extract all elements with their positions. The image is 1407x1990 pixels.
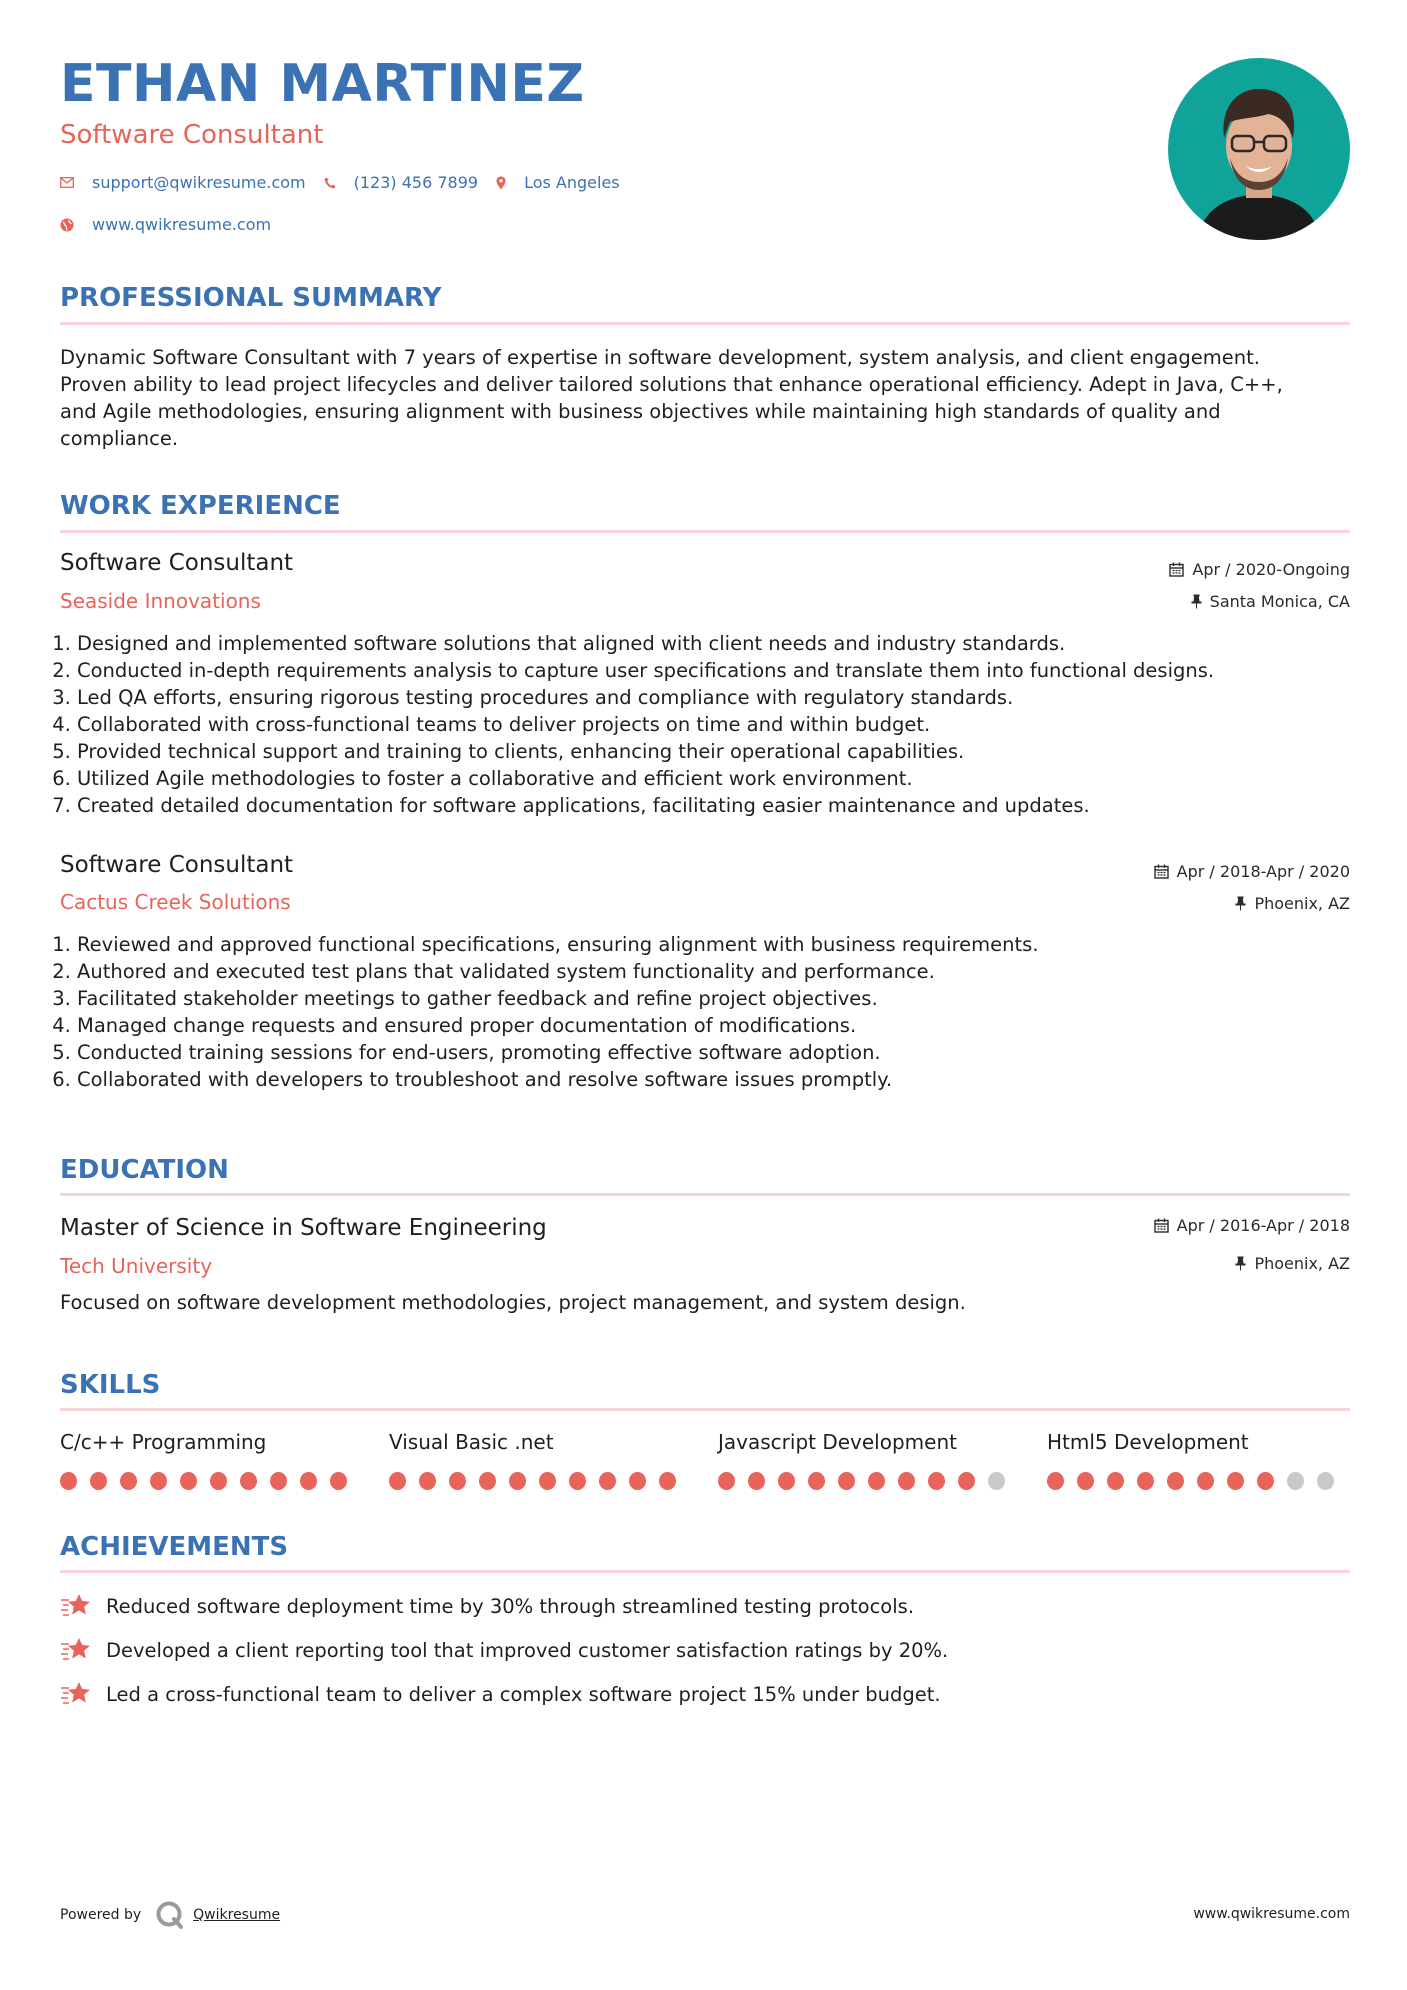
summary-text — [60, 344, 1350, 452]
list-item: 1. Designed and implemented software solutions that aligned with client needs and industry standards. — [77, 630, 1367, 657]
skill-name: Javascript Development — [718, 1430, 957, 1454]
job-title: Software Consultant — [60, 852, 294, 878]
job-bullets — [60, 630, 1367, 819]
rating-dot-filled — [1137, 1472, 1154, 1490]
achievements-heading: ACHIEVEMENTS — [60, 1532, 289, 1562]
rating-dot-filled — [449, 1472, 466, 1490]
achievement-item — [60, 1637, 948, 1663]
calendar-icon — [1169, 562, 1184, 577]
rating-dot-filled — [629, 1472, 646, 1490]
rating-dot-empty — [988, 1472, 1005, 1490]
rating-dot-filled — [330, 1472, 347, 1490]
education-dates — [1154, 1216, 1350, 1235]
website-text: www.qwikresume.com — [92, 215, 272, 234]
candidate-name: ETHAN MARTINEZ — [60, 54, 585, 114]
rating-dot-empty — [1317, 1472, 1334, 1490]
job-dates — [1154, 862, 1350, 881]
list-item: 2. Conducted in-depth requirements analysis to capture user specifications and translate them into functional designs. — [77, 657, 1367, 684]
school-name: Tech University — [60, 1254, 213, 1278]
star-icon — [60, 1637, 92, 1663]
contact-row — [60, 173, 638, 192]
skill-name: C/c++ Programming — [60, 1430, 267, 1454]
summary-line: Proven ability to lead project lifecycles and deliver tailored solutions that enhance operational efficiency. Adept in Java, C++, — [60, 373, 1283, 396]
rating-dot-filled — [180, 1472, 197, 1490]
rating-dot-filled — [479, 1472, 496, 1490]
qwikresume-logo-icon — [155, 1901, 185, 1929]
rating-dot-filled — [569, 1472, 586, 1490]
email-text: support@qwikresume.com — [92, 173, 306, 192]
star-icon — [60, 1593, 92, 1619]
rating-dot-filled — [509, 1472, 526, 1490]
envelope-icon — [60, 177, 74, 188]
skill-rating — [718, 1472, 1018, 1490]
rating-dot-filled — [1077, 1472, 1094, 1490]
job-dates-text: Apr / 2020-Ongoing — [1192, 560, 1350, 579]
phone-icon — [324, 177, 336, 189]
footer-website[interactable]: www.qwikresume.com — [1193, 1906, 1350, 1922]
section-divider — [60, 322, 1350, 325]
job-location — [1191, 592, 1350, 611]
rating-dot-empty — [1287, 1472, 1304, 1490]
company-name: Seaside Innovations — [60, 589, 261, 613]
rating-dot-filled — [270, 1472, 287, 1490]
experience-heading: WORK EXPERIENCE — [60, 491, 341, 521]
rating-dot-filled — [1257, 1472, 1274, 1490]
email-item[interactable] — [60, 173, 306, 192]
job-bullets — [60, 931, 1367, 1093]
powered-by-label: Powered by — [60, 1907, 142, 1923]
rating-dot-filled — [1047, 1472, 1064, 1490]
website-item[interactable] — [60, 215, 271, 234]
skill-name: Visual Basic .net — [389, 1430, 554, 1454]
education-heading: EDUCATION — [60, 1155, 229, 1185]
list-item: 2. Authored and executed test plans that validated system functionality and performance. — [77, 958, 1367, 985]
brand-link[interactable]: Qwikresume — [193, 1907, 281, 1923]
rating-dot-filled — [868, 1472, 885, 1490]
star-icon — [60, 1681, 92, 1707]
skill-rating — [1047, 1472, 1347, 1490]
rating-dot-filled — [1197, 1472, 1214, 1490]
achievement-item — [60, 1593, 914, 1619]
rating-dot-filled — [300, 1472, 317, 1490]
rating-dot-filled — [90, 1472, 107, 1490]
rating-dot-filled — [778, 1472, 795, 1490]
rating-dot-filled — [1107, 1472, 1124, 1490]
degree-title: Master of Science in Software Engineering — [60, 1215, 547, 1241]
rating-dot-filled — [659, 1472, 676, 1490]
education-location-text: Phoenix, AZ — [1254, 1254, 1350, 1273]
job-location-text: Santa Monica, CA — [1209, 592, 1350, 611]
education-description: Focused on software development methodologies, project management, and system design. — [60, 1291, 966, 1314]
section-divider — [60, 1408, 1350, 1411]
rating-dot-filled — [120, 1472, 137, 1490]
education-dates-text: Apr / 2016-Apr / 2018 — [1176, 1216, 1350, 1235]
phone-text: (123) 456 7899 — [353, 173, 479, 192]
rating-dot-filled — [1167, 1472, 1184, 1490]
job-location-text: Phoenix, AZ — [1254, 894, 1350, 913]
list-item: 3. Led QA efforts, ensuring rigorous testing procedures and compliance with regulatory standards. — [77, 684, 1367, 711]
pushpin-icon — [1235, 896, 1246, 911]
education-location — [1235, 1254, 1350, 1273]
section-divider — [60, 1570, 1350, 1573]
job-title: Software Consultant — [60, 550, 294, 576]
pushpin-icon — [1235, 1256, 1246, 1271]
location-text: Los Angeles — [524, 173, 620, 192]
rating-dot-filled — [150, 1472, 167, 1490]
candidate-role: Software Consultant — [60, 120, 324, 150]
skill-rating — [389, 1472, 689, 1490]
list-item: 6. Utilized Agile methodologies to foster a collaborative and efficient work environment. — [77, 765, 1367, 792]
achievement-text: Reduced software deployment time by 30% through streamlined testing protocols. — [106, 1594, 915, 1618]
contact-row-website — [60, 215, 289, 234]
list-item: 5. Conducted training sessions for end-users, promoting effective software adoption. — [77, 1039, 1367, 1066]
achievement-text: Developed a client reporting tool that improved customer satisfaction ratings by 20%. — [106, 1638, 949, 1662]
summary-line: Dynamic Software Consultant with 7 years of expertise in software development, system analysis, and client engagement. — [60, 346, 1260, 369]
summary-line: compliance. — [60, 427, 179, 450]
section-divider — [60, 530, 1350, 533]
skill-item — [389, 1430, 689, 1490]
summary-heading: PROFESSIONAL SUMMARY — [60, 283, 442, 313]
calendar-icon — [1154, 1218, 1169, 1233]
skill-item — [1047, 1430, 1347, 1490]
section-divider — [60, 1193, 1350, 1196]
rating-dot-filled — [838, 1472, 855, 1490]
list-item: 6. Collaborated with developers to troubleshoot and resolve software issues promptly. — [77, 1066, 1367, 1093]
rating-dot-filled — [958, 1472, 975, 1490]
pushpin-icon — [1191, 594, 1202, 609]
globe-icon — [60, 218, 74, 232]
rating-dot-filled — [748, 1472, 765, 1490]
location-item — [496, 173, 620, 192]
rating-dot-filled — [898, 1472, 915, 1490]
achievement-item — [60, 1681, 941, 1707]
rating-dot-filled — [928, 1472, 945, 1490]
rating-dot-filled — [718, 1472, 735, 1490]
rating-dot-filled — [240, 1472, 257, 1490]
list-item: 7. Created detailed documentation for software applications, facilitating easier maintenance and updates. — [77, 792, 1367, 819]
rating-dot-filled — [210, 1472, 227, 1490]
rating-dot-filled — [539, 1472, 556, 1490]
resume-page — [60, 0, 1350, 1990]
list-item: 1. Reviewed and approved functional specifications, ensuring alignment with business requirements. — [77, 931, 1367, 958]
map-pin-icon — [496, 176, 506, 190]
company-name: Cactus Creek Solutions — [60, 890, 291, 914]
rating-dot-filled — [1227, 1472, 1244, 1490]
skill-name: Html5 Development — [1047, 1430, 1249, 1454]
rating-dot-filled — [808, 1472, 825, 1490]
list-item: 5. Provided technical support and training to clients, enhancing their operational capabilities. — [77, 738, 1367, 765]
skill-rating — [60, 1472, 360, 1490]
job-location — [1235, 894, 1350, 913]
profile-photo — [1168, 58, 1350, 240]
rating-dot-filled — [419, 1472, 436, 1490]
job-dates — [1169, 560, 1350, 579]
rating-dot-filled — [389, 1472, 406, 1490]
list-item: 4. Managed change requests and ensured proper documentation of modifications. — [77, 1012, 1367, 1039]
rating-dot-filled — [599, 1472, 616, 1490]
footer-powered-by — [60, 1901, 280, 1929]
skill-item — [718, 1430, 1018, 1490]
skills-heading: SKILLS — [60, 1370, 161, 1400]
rating-dot-filled — [60, 1472, 77, 1490]
achievement-text: Led a cross-functional team to deliver a complex software project 15% under budget. — [106, 1682, 941, 1706]
list-item: 3. Facilitated stakeholder meetings to gather feedback and refine project objectives. — [77, 985, 1367, 1012]
calendar-icon — [1154, 864, 1169, 879]
summary-line: and Agile methodologies, ensuring alignment with business objectives while maintaining high standards of quality and — [60, 400, 1221, 423]
job-dates-text: Apr / 2018-Apr / 2020 — [1176, 862, 1350, 881]
skill-item — [60, 1430, 360, 1490]
list-item: 4. Collaborated with cross-functional teams to deliver projects on time and within budget. — [77, 711, 1367, 738]
phone-item[interactable] — [324, 173, 478, 192]
